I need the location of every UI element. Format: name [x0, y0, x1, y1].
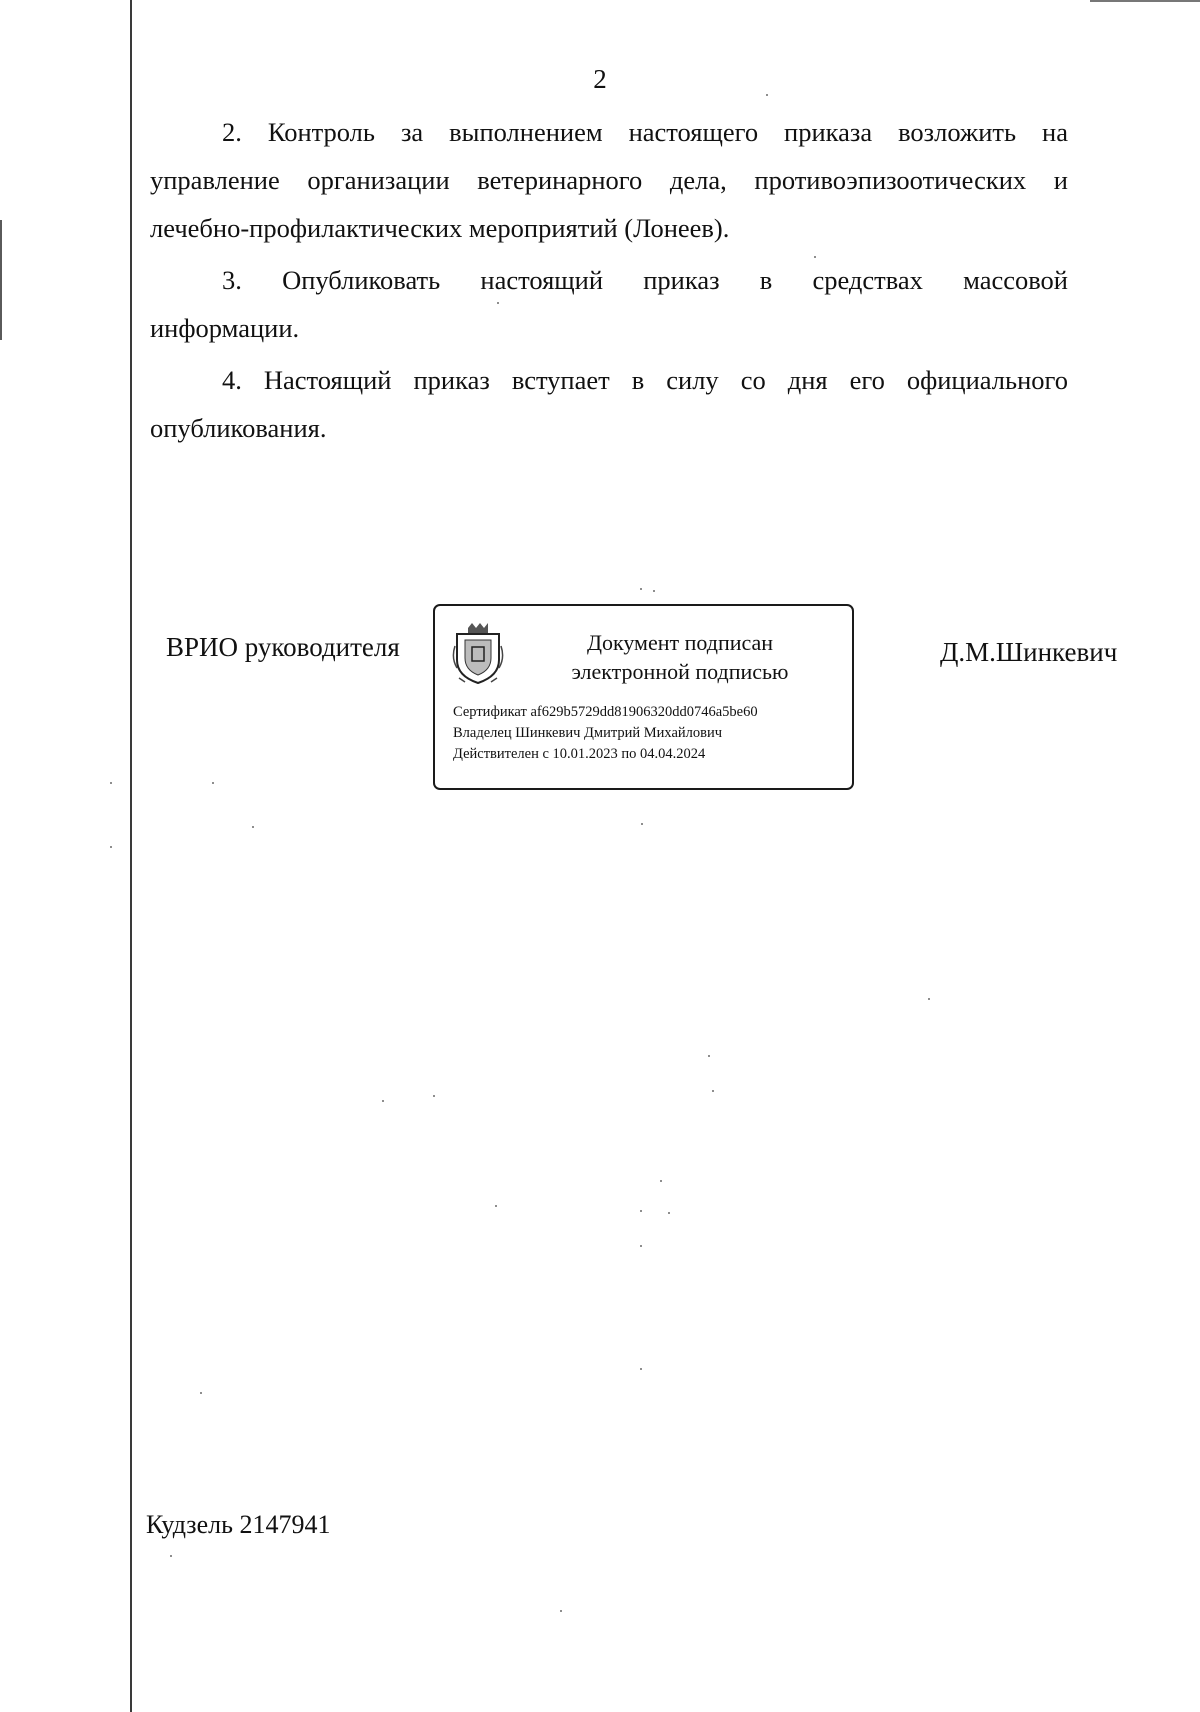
certificate-owner: Владелец Шинкевич Дмитрий Михайлович: [453, 725, 723, 741]
page-number: 2: [593, 64, 607, 94]
scan-speck: [170, 1555, 172, 1557]
scan-speck: [200, 1392, 202, 1394]
scan-edge-top: [1090, 0, 1200, 2]
paragraph-item-2: 2. Контроль за выполнением настоящего приказа возложить на управление организации ветеринарного дела, противоэпизоотических и лечебно-профилактических мероприятий (Лонеев).: [150, 117, 1068, 243]
stamp-heading: [535, 628, 825, 686]
paragraph-item-3: 3. Опубликовать настоящий приказ в средствах массовой информации.: [150, 265, 1068, 343]
scan-speck: [641, 823, 643, 825]
scan-edge-line: [130, 0, 132, 1712]
signatory-position: ВРИО руководителя: [166, 632, 400, 662]
scan-speck: [640, 1210, 642, 1212]
certificate-validity: Действителен с 10.01.2023 по 04.04.2024: [453, 746, 706, 762]
scan-speck: [653, 590, 655, 592]
document-body: [150, 108, 1068, 456]
scan-speck: [497, 302, 499, 304]
scan-speck: [640, 1368, 642, 1370]
stamp-heading-line2: электронной подписью: [571, 659, 789, 684]
stamp-heading-line1: Документ подписан: [586, 630, 774, 655]
scan-speck: [110, 782, 112, 784]
scan-speck: [814, 256, 816, 258]
coat-of-arms-icon: [451, 620, 505, 686]
scan-edge-mark: [0, 220, 2, 340]
scan-speck: [708, 1055, 710, 1057]
executor-note: Кудзель 2147941: [146, 1510, 331, 1539]
scan-speck: [560, 1610, 562, 1612]
scan-speck: [495, 1205, 497, 1207]
scan-speck: [766, 94, 768, 96]
scan-speck: [712, 1090, 714, 1092]
scan-speck: [252, 826, 254, 828]
scan-speck: [433, 1095, 435, 1097]
scan-speck: [382, 1100, 384, 1102]
scan-speck: [212, 782, 214, 784]
scan-speck: [928, 998, 930, 1000]
scan-speck: [640, 588, 642, 590]
scan-speck: [640, 1245, 642, 1247]
scan-speck: [660, 1180, 662, 1182]
scan-speck: [668, 1212, 670, 1214]
paragraph-item-4: 4. Настоящий приказ вступает в силу со дня его официального опубликования.: [150, 365, 1068, 443]
certificate-number: Сертификат af629b5729dd81906320dd0746a5be60: [453, 704, 758, 720]
scan-speck: [110, 846, 112, 848]
signatory-name: Д.М.Шинкевич: [940, 637, 1118, 667]
electronic-signature-stamp: [433, 604, 854, 790]
stamp-details: [453, 702, 758, 765]
